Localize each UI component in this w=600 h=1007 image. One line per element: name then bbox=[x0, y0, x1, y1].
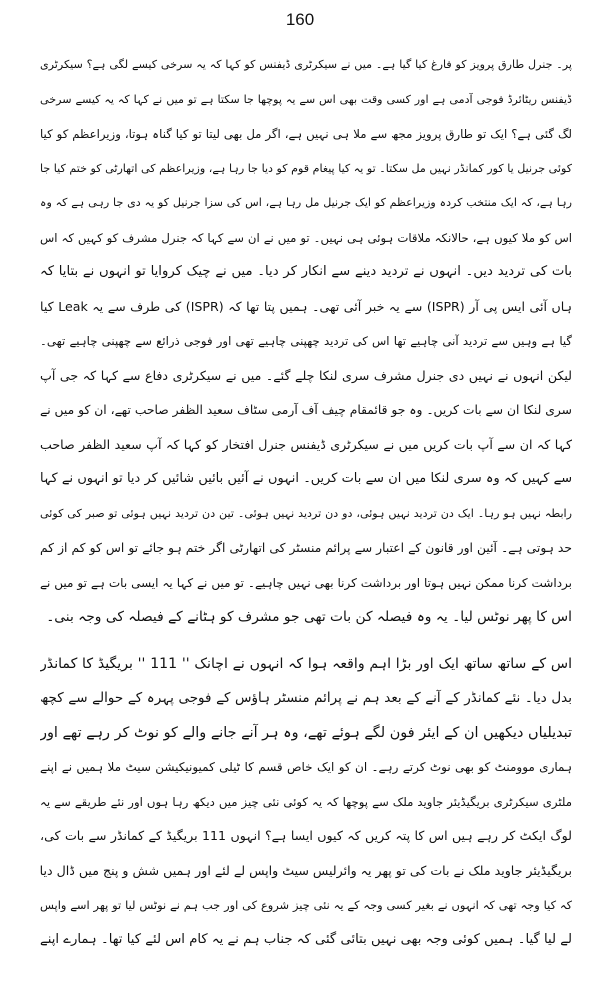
text-line: ڈیفنس ریٹائرڈ فوجی آدمی ہے اور کسی وقت بھی اس سے یہ پوچھا جا سکتا ہے تو میں نے کہا کہ یہ کیسے سرخی bbox=[40, 92, 572, 106]
text-line: لے لیا گیا۔ ہمیں کوئی وجہ بھی نہیں بتائی گئی کہ جناب ہم نے یہ کام اس لئے کیا تھا۔ ہمارے اپنے bbox=[40, 931, 572, 947]
text-line: ملٹری سیکرٹری بریگیڈیئر جاوید ملک سے پوچھا کہ یہ کوئی نئی چیز میں دیکھ رہا ہوں اور نئے طریقے سے یہ bbox=[40, 794, 572, 809]
text-line: اس کا پھر نوٹس لیا۔ یہ وہ فیصلہ کن بات تھی جو مشرف کو ہٹانے کے فیصلہ کی وجہ بنی۔ bbox=[46, 609, 572, 625]
text-line: لوگ ایکٹ کر رہے ہیں اس کا پتہ کریں کہ کیوں ایسا ہے؟ انہوں 111 بریگیڈ کے کمانڈر سے بات کی، bbox=[40, 828, 572, 843]
text-line: حد ہوتی ہے۔ آئین اور قانون کے اعتبار سے پرائم منسٹر کی اتھارٹی اگر ختم ہو جائے تو اس کو کم از کم bbox=[40, 541, 572, 555]
text-line: برداشت کرنا ممکن نہیں ہوتا اور برداشت کرنا بھی نہیں چاہیے۔ تو میں نے کہا یہ ایسی بات ہے تو میں نے bbox=[40, 575, 572, 590]
text-line: اس کو ملا کیوں ہے، حالانکہ ملاقات ہوئی ہی نہیں۔ تو میں نے ان سے کہا کہ جنرل مشرف کو کہیں کہ اس bbox=[40, 230, 572, 245]
page-body bbox=[40, 48, 572, 957]
paragraph-2 bbox=[40, 647, 572, 958]
text-line: کہ کیا وجہ تھی کہ انہوں نے بغیر کسی وجہ کے یہ نئی چیز شروع کی اور جب ہم نے نوٹس لیا تو پھر اسے واپس bbox=[40, 898, 572, 912]
text-line: ہاں آئی ایس پی آر (ISPR) سے یہ خبر آئی تھی۔ ہمیں پتا تھا کہ (ISPR) کی طرف سے یہ Leak کیا bbox=[40, 298, 572, 314]
text-line: سری لنکا ان سے بات کریں۔ وہ جو قائمقام چیف آف آرمی سٹاف سعید الظفر صاحب تھے، ان کو میں نے bbox=[40, 403, 572, 417]
text-line: رہا ہے، کہ ایک منتخب کردہ وزیراعظم کو ایک جرنیل مل رہا ہے، اس کی سزا جرنیل کو یہ دی جا رہی ہے کہ وہ bbox=[40, 196, 572, 209]
text-line: گیا ہے وہیں سے تردید آنی چاہیے تھا اس کی تردید چھپنی چاہیے تھی اور فوجی ذرائع سے چھپنی چاہیے تھی۔ bbox=[40, 334, 572, 348]
text-line: رابطہ نہیں ہو رہا۔ ایک دن تردید نہیں ہوئی، دو دن تردید نہیں ہوئی۔ تین دن تردید نہیں ہوئی تو صبر کی کوئی bbox=[40, 506, 572, 520]
text-line: تبدیلیاں دیکھیں ان کے ایئر فون لگے ہوئے تھے، وہ ہر آنے جانے والے کو نوٹ کر رہے تھے اور bbox=[40, 724, 572, 741]
text-line: لگ گئی ہے؟ ایک تو طارق پرویز مجھ سے ملا ہی نہیں ہے، اگر مل بھی لیتا تو کیا گناہ ہوتا، وزیراعظم کو کیا bbox=[40, 127, 572, 141]
text-line: اس کے ساتھ ساتھ ایک اور بڑا اہم واقعہ ہوا کہ انہوں نے اچانک '' 111 '' بریگیڈ کا کمانڈر bbox=[40, 655, 572, 672]
text-line: سے کہیں کہ وہ سری لنکا میں ان سے بات کریں۔ انہوں نے آئیں بائیں شائیں کر دیا تو انہوں نے کہا bbox=[40, 471, 572, 486]
text-line: بریگیڈیئر جاوید ملک نے بات کی تو پھر یہ وائرلیس سیٹ واپس لے لئے اور ہمیں شش و پنج میں ڈال دیا bbox=[40, 862, 572, 878]
text-line: پر۔ جنرل طارق پرویز کو فارغ کیا گیا ہے۔ میں نے سیکرٹری ڈیفنس کو کہا کہ یہ سرخی کیسے لگی ہے؟ سیکرٹری bbox=[40, 58, 572, 71]
paragraph-1 bbox=[40, 48, 572, 635]
text-line: بدل دیا۔ نئے کمانڈر کے آنے کے بعد ہم نے پرائم منسٹر ہاؤس کے فوجی پہرہ کے حوالے سے کچھ bbox=[40, 690, 572, 706]
page-number: 160 bbox=[285, 10, 315, 29]
text-line: بات کی تردید دیں۔ انہوں نے تردید دینے سے انکار کر دیا۔ میں نے چیک کروایا تو انہوں نے بتایا کہ bbox=[40, 264, 572, 279]
text-line: کوئی جرنیل یا کور کمانڈر نہیں مل سکتا۔ تو یہ کیا پیغام قوم کو دیا جا رہا ہے، وزیراعظم کی اتھارٹی کو ختم کیا جا bbox=[40, 161, 572, 175]
text-line: کہا کہ ان سے آپ بات کریں میں نے سیکرٹری ڈیفنس جنرل افتخار کو کہا کہ آپ سعید الظفر صاحب bbox=[40, 436, 572, 452]
text-line: لیکن انہوں نے نہیں دی جنرل مشرف سری لنکا چلے گئے۔ میں نے سیکرٹری دفاع سے کہا کہ جی آپ bbox=[40, 367, 572, 383]
text-line: ہماری موومنٹ کو بھی نوٹ کرتے رہے۔ ان کو ایک خاص قسم کا ٹیلی کمیونیکیشن سیٹ ملا ہمیں نے اپنے bbox=[40, 760, 572, 774]
